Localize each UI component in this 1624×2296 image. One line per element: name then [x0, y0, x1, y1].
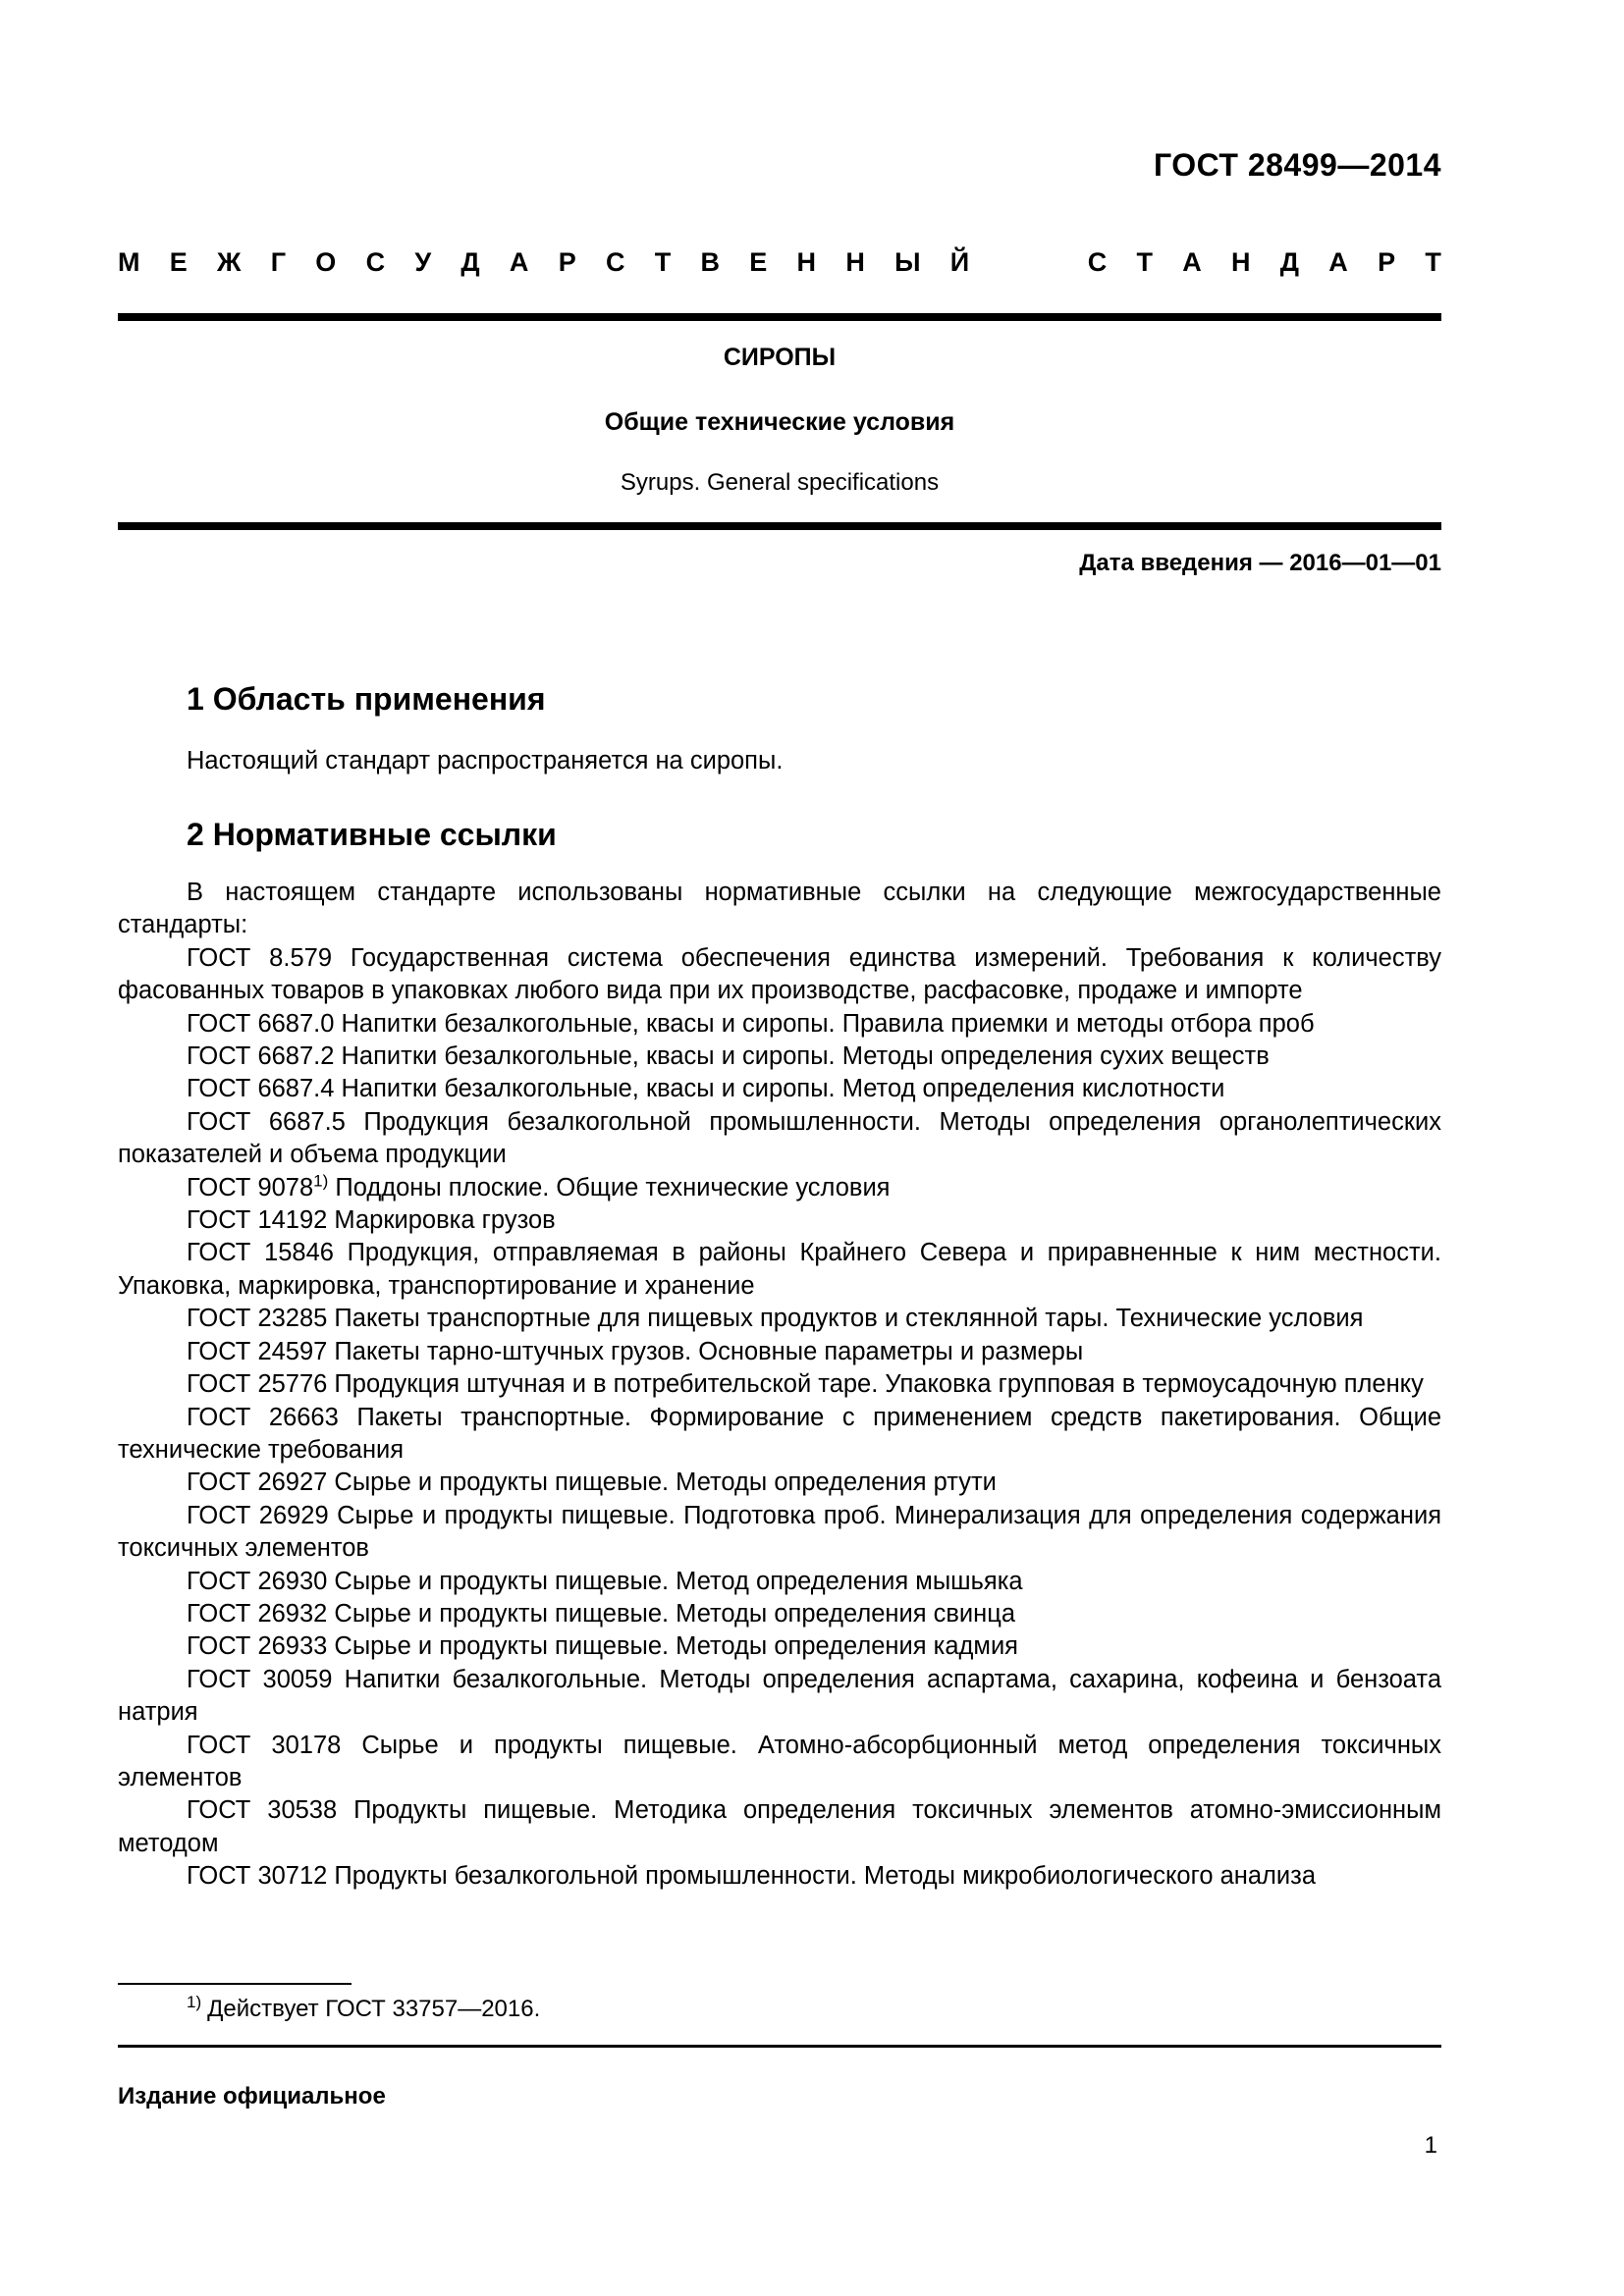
section-2-heading: 2 Нормативные ссылки — [187, 817, 557, 852]
standard-letter: Т — [1425, 247, 1441, 277]
reference-item — [118, 1172, 1441, 1204]
section-1-paragraph: Настоящий стандарт распространяется на сиропы. — [187, 747, 784, 774]
interstate-letter: Ы — [894, 247, 921, 277]
interstate-letter: Н — [796, 247, 817, 277]
standard-letter: А — [1182, 247, 1202, 277]
official-edition-label: Издание официальное — [118, 2083, 386, 2109]
interstate-letter: Д — [460, 247, 480, 277]
section-1-body — [118, 745, 1441, 777]
reference-item: ГОСТ 24597 Пакеты тарно-штучных грузов. Основные параметры и размеры — [187, 1337, 1084, 1365]
interstate-letter: О — [315, 247, 337, 277]
interstate-letter: С — [365, 247, 386, 277]
interstate-letter: Е — [749, 247, 768, 277]
document-title-english: Syrups. General specifications — [620, 469, 940, 496]
reference-item: ГОСТ 26930 Сырье и продукты пищевые. Метод определения мышьяка — [187, 1567, 1023, 1595]
interstate-letter: В — [700, 247, 720, 277]
standard-letter: Т — [1136, 247, 1153, 277]
reference-item: ГОСТ 23285 Пакеты транспортные для пищевых продуктов и стеклянной тары. Технические условия — [187, 1305, 1364, 1333]
reference-item: ГОСТ 6687.2 Напитки безалкогольные, квасы и сиропы. Методы определения сухих веществ — [187, 1042, 1270, 1071]
title-rule — [118, 522, 1441, 530]
reference-item: ГОСТ 30538 Продукты пищевые. Методика определения токсичных элементов атомно-эмиссионным методом — [118, 1796, 1441, 1857]
reference-item: ГОСТ 30178 Сырье и продукты пищевые. Атомно-абсорбционный метод определения токсичных элементов — [118, 1731, 1441, 1791]
standard-letter: Р — [1378, 247, 1396, 277]
reference-item: ГОСТ 8.579 Государственная система обеспечения единства измерений. Требования к количеству фасованных товаров в упаковках любого вида при их производстве, расфасовке, продаже и импорте — [118, 943, 1441, 1005]
interstate-letter: У — [414, 247, 432, 277]
reference-item: ГОСТ 6687.4 Напитки безалкогольные, квасы и сиропы. Метод определения кислотности — [187, 1075, 1225, 1103]
reference-item: ГОСТ 26927 Сырье и продукты пищевые. Методы определения ртути — [187, 1468, 997, 1497]
section-1-heading: 1 Область применения — [187, 681, 546, 717]
document-title: СИРОПЫ — [723, 344, 837, 371]
footnote-mark: 1) — [187, 1993, 202, 2011]
introduction-date: Дата введения — 2016—01—01 — [1079, 550, 1441, 576]
interstate-standard-heading — [118, 247, 1441, 278]
reference-item: ГОСТ 26933 Сырье и продукты пищевые. Методы определения кадмия — [187, 1632, 1018, 1661]
interstate-letter: А — [509, 247, 529, 277]
standard-letter: А — [1328, 247, 1348, 277]
interstate-letter: Т — [654, 247, 672, 277]
reference-item: ГОСТ 26663 Пакеты транспортные. Формирование с применением средств пакетирования. Общие технические требования — [118, 1403, 1441, 1464]
reference-item: ГОСТ 26932 Сырье и продукты пищевые. Методы определения свинца — [187, 1599, 1016, 1628]
section-2-body — [118, 877, 1441, 1894]
standard-letter: С — [1087, 247, 1108, 277]
footnote-reference-mark[interactable]: 1) — [313, 1171, 329, 1191]
word-gap — [999, 247, 1057, 278]
footnote-text: Действует ГОСТ 33757—2016. — [207, 1996, 541, 2022]
footer-rule — [118, 2045, 1441, 2048]
reference-item: ГОСТ 15846 Продукция, отправляемая в районы Крайнего Севера и приравненные к ним местности. Упаковка, маркировка, транспортирование и хранение — [118, 1239, 1441, 1300]
document-number: ГОСТ 28499—2014 — [1153, 147, 1441, 183]
reference-item: ГОСТ 26929 Сырье и продукты пищевые. Подготовка проб. Минерализация для определения содержания токсичных элементов — [118, 1501, 1441, 1563]
reference-item: ГОСТ 25776 Продукция штучная и в потребительской таре. Упаковка групповая в термоусадочную пленку — [187, 1370, 1424, 1399]
reference-item: ГОСТ 6687.5 Продукция безалкогольной промышленности. Методы определения органолептических показателей и объема продукции — [118, 1107, 1441, 1169]
standard-letter: Д — [1279, 247, 1300, 277]
standard-letter: Н — [1231, 247, 1251, 277]
page-number: 1 — [1424, 2132, 1437, 2159]
reference-item: ГОСТ 6687.0 Напитки безалкогольные, квасы и сиропы. Правила приемки и методы отбора проб — [187, 1009, 1315, 1038]
reference-item: ГОСТ 14192 Маркировка грузов — [187, 1206, 556, 1235]
footnote-separator — [118, 1983, 352, 1985]
reference-item: ГОСТ 30059 Напитки безалкогольные. Методы определения аспартама, сахарина, кофеина и бензоата натрия — [118, 1665, 1441, 1727]
footnote — [187, 1993, 540, 2023]
reference-title: Поддоны плоские. Общие технические условия — [328, 1173, 891, 1201]
section-2-intro: В настоящем стандарте использованы нормативные ссылки на следующие межгосударственные стандарты: — [118, 879, 1441, 939]
interstate-letter: Р — [558, 247, 576, 277]
reference-item: ГОСТ 30712 Продукты безалкогольной промышленности. Методы микробиологического анализа — [187, 1862, 1317, 1891]
document-subtitle: Общие технические условия — [604, 408, 955, 436]
interstate-letter: Ж — [217, 247, 242, 277]
interstate-letter: Е — [169, 247, 188, 277]
reference-code: ГОСТ 9078 — [187, 1173, 314, 1201]
interstate-letter: Г — [270, 247, 287, 277]
interstate-letter: М — [118, 247, 140, 277]
interstate-letter: С — [605, 247, 625, 277]
header-rule — [118, 313, 1441, 321]
interstate-letter: Й — [949, 247, 970, 277]
interstate-letter: Н — [845, 247, 865, 277]
